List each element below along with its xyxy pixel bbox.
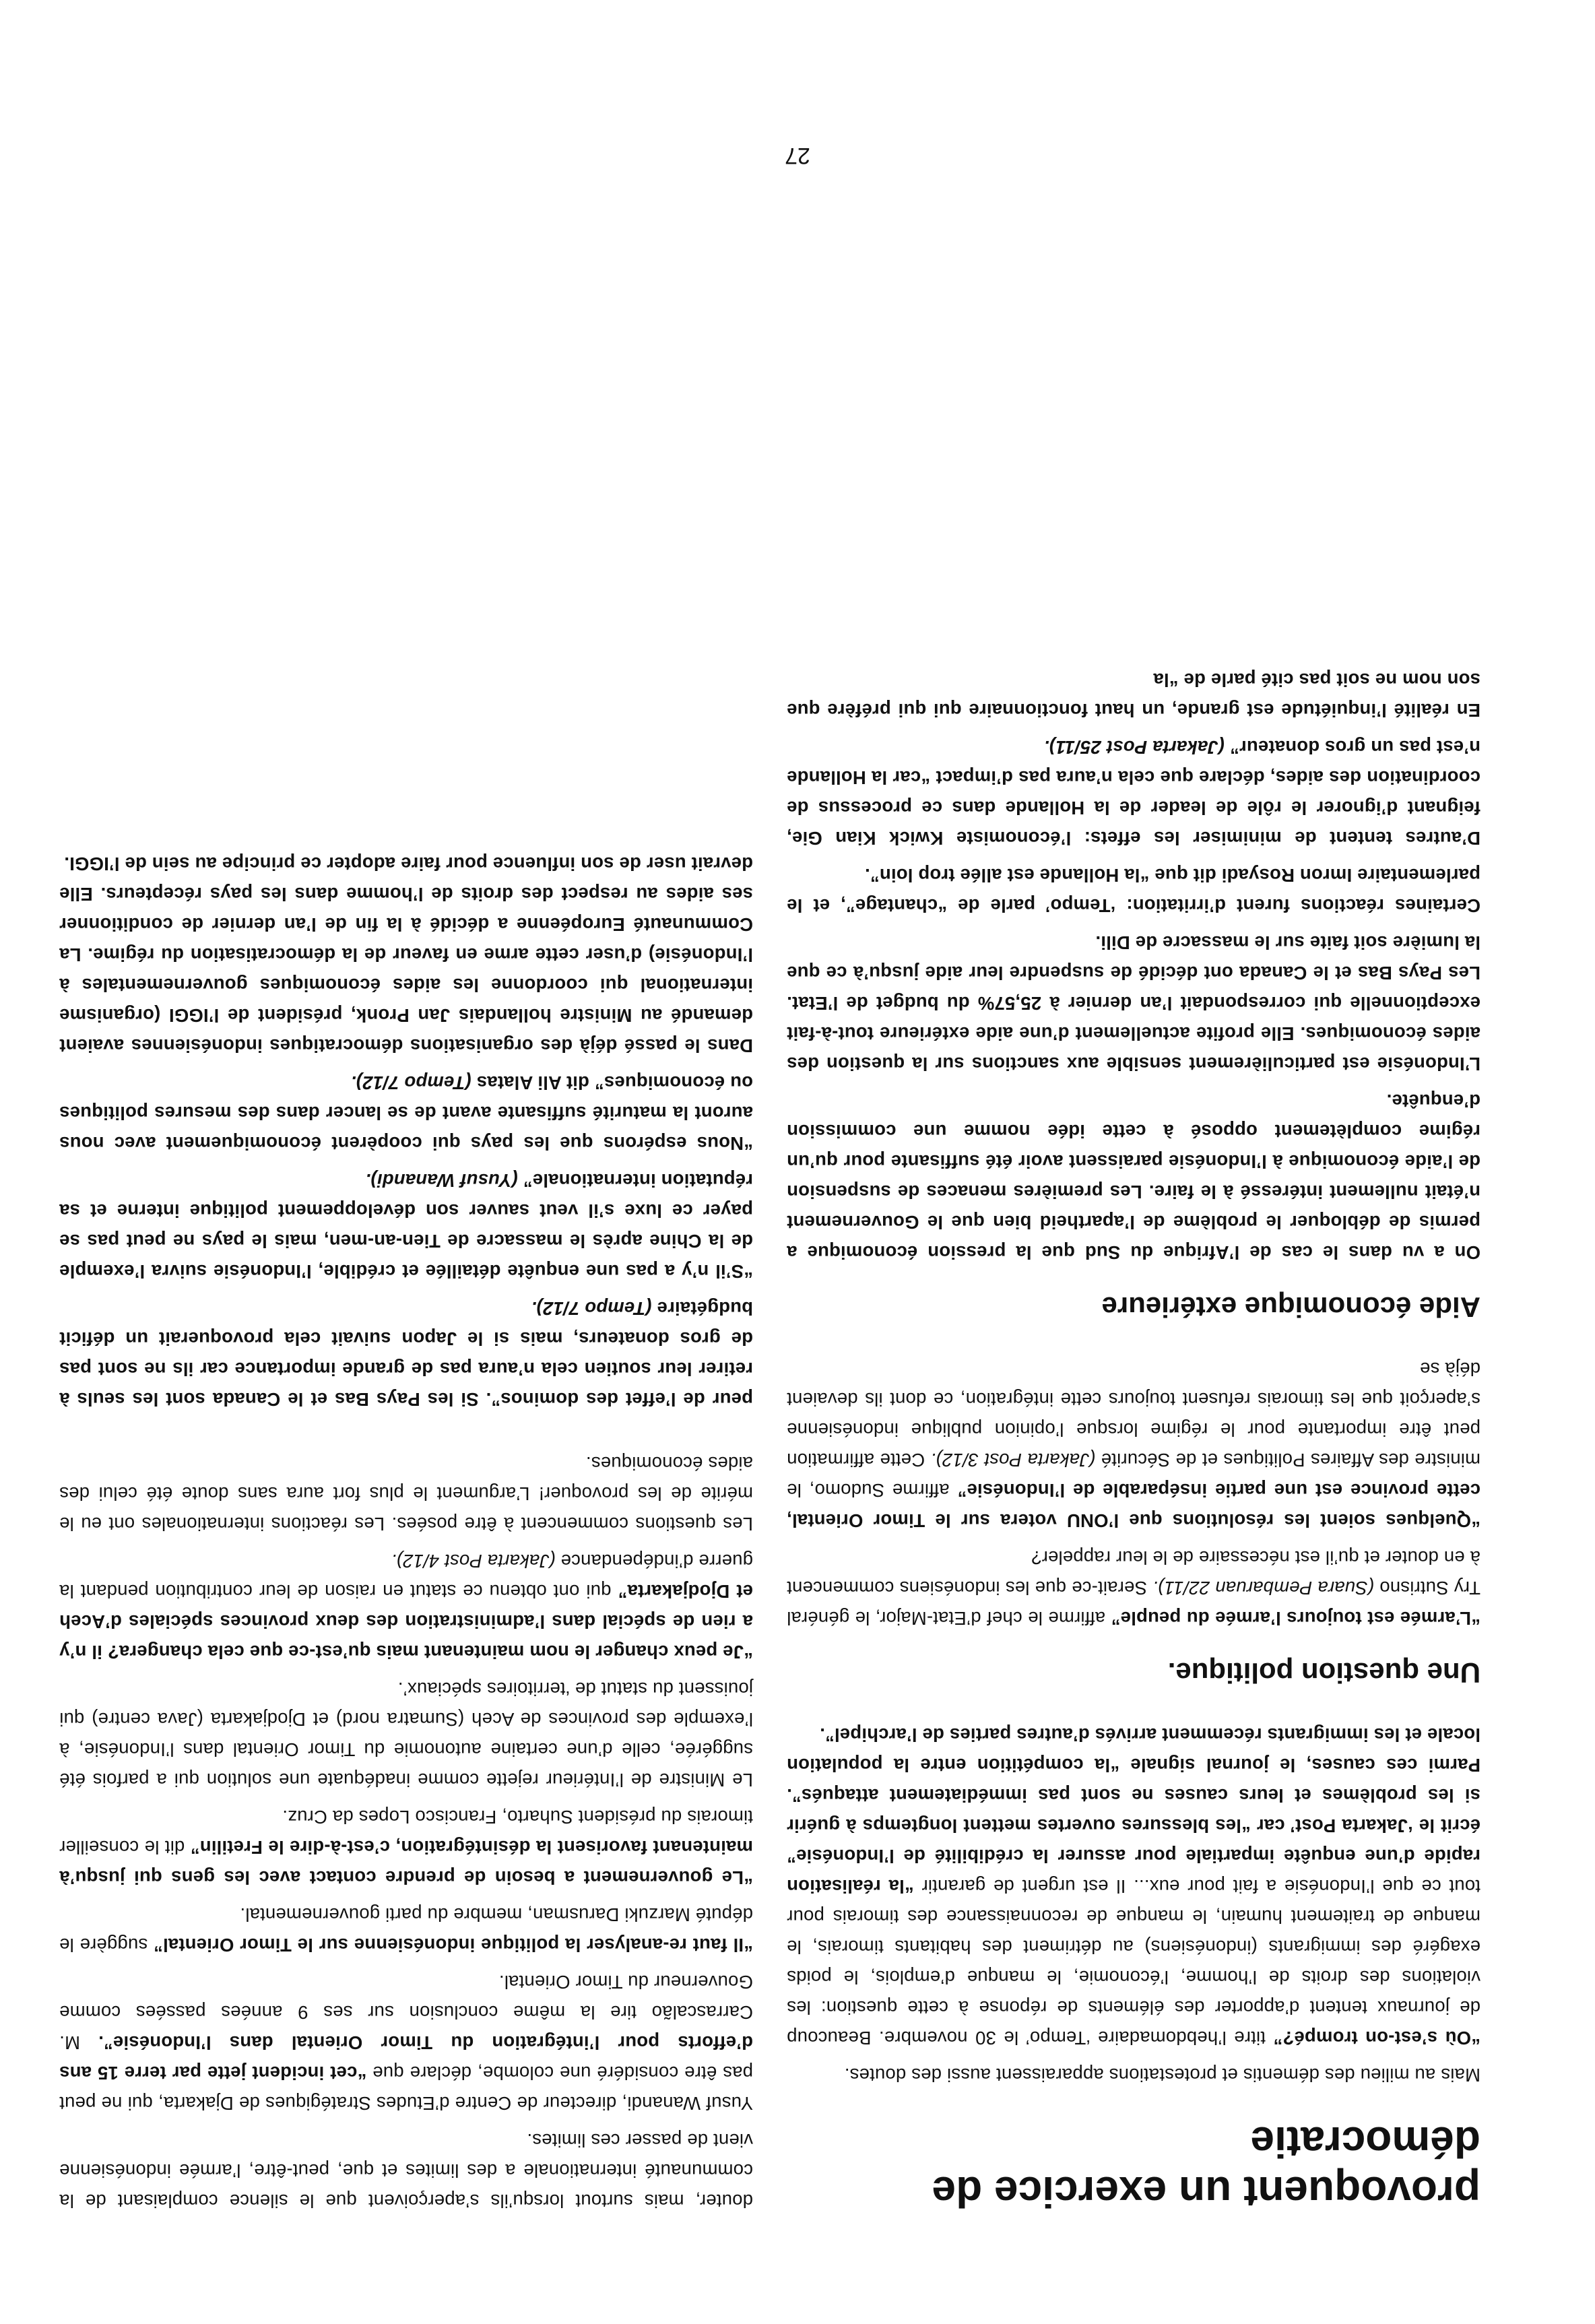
section-heading-aide: Aide économique extérieure [1101, 1291, 1480, 1323]
paragraph: En réalité l’inquiétude est grande, un haut fonctionnaire qui qui préfère que son nom ne soit pas cité parle de “la [787, 669, 1480, 721]
page-number: 27 [785, 143, 810, 168]
paragraph: Dans le passé déjà des organisations démocratiques indonésiennes avaient demandé au Ministre hollandais Jan Pronk, président de l’IGGI (organisme international qui coordonne les aides économiques gouvernementales à l’Indonésie) d’user cette arme en faveur de la démocratisation du régime. La Communauté Européenne a décidé à la fin de l’an dernier de conditionner ses aides au respect des droits de l’homme dans les pays récepteurs. Elle devrait user de son influence pour faire adopter ce principe au sein de l’IGGI. [59, 853, 753, 1056]
paragraph: Certaines réactions furent d’irritation: ‘Tempo’ parle de “chantage”, et le parlementaire Imron Rosyadi dit que “la Hollande est allée trop loin”. [786, 864, 1480, 916]
paragraph: Les questions commencent à être posées. Les réactions internationales ont eu le mérite de les provoquer! L’argument le plus fort aura sans doute été celui des aides économiques. [59, 1453, 753, 1535]
paragraph: “L’armée est toujours l’armée du peuple” affirme le chef d’Etat-Major, le général Try Sutrisno (Suara Pembaruan 22/11). Serait-ce que les indonésiens commencent à en douter et qu’il est nécessaire de le leur rappeler? [786, 1547, 1480, 1629]
paragraph: “Où s’est-on trompé?” titre l’hebdomadaire ‘Tempo’ le 30 novembre. Beaucoup de journaux tentent d’apporter des éléments de réponse à cette question: les violations des droits de l’homme, l’économie, le manque d’emplois, le poids exagéré des immigrants (indonésiens) au détriment des habitants timorais, le manque de traitement humain, le manque de reconnaissance des timorais pour tout ce que l’Indonésie a fait pour eux... Il est urgent de garantir “la réalisation rapide d’une enquête impartiale pour assurer la crédibilité de l’Indonésie” écrit le ‘Jakarta Post’ car “les blessures ouvertes mettent longtemps à guérir si les problèmes et leurs causes ne sont pas immédiatement attaqués”. Parmi ces causes, le journal signale “la compétition entre la population locale et les immigrants récemment arrivés d’autres parties de l’archipel”. [787, 1724, 1480, 2048]
article-title: provoquent un exercice de démocratie [932, 2118, 1480, 2216]
right-column [59, 842, 753, 2216]
paragraph: Mais au milieu des démentis et protestations apparaissent aussi des doutes. [844, 2064, 1480, 2086]
paragraph: Le Ministre de l’Intérieur rejette comme inadéquate une solution qui a parfois été suggérée, celle d’une certaine autonomie du Timor Oriental dans l’Indonésie, à l’exemple des provinces de Aceh (Sumatra nord) et Djodjakarta (Java centre) qui jouissent du statut de ‘territoires spéciaux’. [59, 1679, 753, 1790]
paragraph: On a vu dans le cas de l’Afrique du Sud que la pression économique a permis de débloquer le problème de l’apartheid bien que le Gouvernement n’était nullement intéressé à le faire. Les premières menaces de suspension de l’aide économique à l’Indonésie paraissent avoir été suffisante pour qu’un régime complètement opposé à cette idée nomme une commission d’enquête. [787, 1090, 1480, 1263]
paragraph: peur de l’effet des dominos”. Si les Pays Bas et le Canada sont les seuls à retirer leur soutien cela n’aura pas de grande importance car ils ne sont pas de gros donateurs, mais si le Japon suivait cela provoquerait un déficit budgétaire (Tempo 7/12). [59, 1298, 753, 1410]
paragraph: “Le gouvernement a besoin de prendre contact avec les gens qui jusqu’à maintenant favorisent la désintégration, c’est-à-dire le Fretilin” dit le conseiller timorais du président Suharto, Francisco Lopes da Cruz. [59, 1807, 753, 1888]
paragraph: “Quelques soient les résolutions que l’ONU votera sur le Timor Oriental, cette province est une partie inséparable de l’Indonésie” affirme Sudomo, le ministre des Affaires Politiques et de Sécurité (Jakarta Post 3/12). Cette affirmation peut être importante pour le régime lorsque l’opinion publique indonésienne s’aperçoit que les timorais refusent toujours cette intégration, ce dont ils devaient déjà se [787, 1358, 1480, 1531]
paragraph: D’autres tentent de minimiser les effets: l’économiste Kwick Kian Gie, feignant d’ignorer le rôle de leader de la Hollande dans ce processus de coordination des aides, déclare que cela n’aura pas d’impact “car la Hollande n’est pas un gros donateur” (Jakarta Post 25/11). [787, 736, 1480, 849]
paragraph: “S’il n’y a pas une enquête détaillée et crédible, l’Indonésie suivra l’exemple de la Chine après le massacre de Tien-an-men, mais le pays ne peut pas se payer ce luxe s’il veut sauver son développement politique interne et sa réputation internationale” (Yusuf Wanandi). [59, 1170, 753, 1282]
section-heading-politique: Une question politique. [1167, 1656, 1480, 1689]
paragraph: “Nous espérons que les pays qui coopèrent économiquement avec nous auront la maturité suffisante avant de se lancer dans des mesures politiques ou économiques” dit Ali Alatas (Tempo 7/12). [59, 1072, 753, 1154]
paragraph: “Il faut re-analyser la politique indonésienne sur le Timor Oriental” suggère le député Marzuki Darusman, membre du parti gouvernemental. [59, 1904, 753, 1956]
paragraph: Yusuf Wanandi, directeur de Centre d’Etudes Stratégiques de Djakarta, qui ne peut pas être considéré une colombe, déclare que “cet incident jette par terre 15 ans d’efforts pour l’intégration du Timor Oriental dans l’Indonésie”. M. Carrascalão tire la même conclusion sur ses 9 années passées comme Gouverneur du Timor Oriental. [59, 1972, 753, 2114]
paragraph: L’Indonésie est particulièrement sensible aux sanctions sur la question des aides économiques. Elle profite actuellement d’une aide extérieure tout-à-fait exceptionnelle qui correspondait l’an dernier à 25,57% du budget de l’Etat. Les Pays Bas et le Canada ont décidé de suspendre leur aide jusqu’à ce que la lumière soit faite sur le massacre de Dili. [787, 932, 1480, 1074]
left-column [787, 658, 1480, 2216]
paragraph: “Je peux changer le nom maintenant mais qu’est-ce que cela changera? il n’y a rien de spécial dans l’administration des deux provinces spéciales d’Aceh et Djodjakarta” qui ont obtenu ce statut en raison de leur contribution pendant la guerre d’indépendance (Jakarta Post 4/12). [59, 1551, 753, 1663]
paragraph: douter, mais surtout lorsqu’ils s’aperçoivent que le silence complaisant de la communauté internationale a des limites et que, peut-être, l’armée indonésienne vient de passer ces limites. [59, 2130, 753, 2212]
